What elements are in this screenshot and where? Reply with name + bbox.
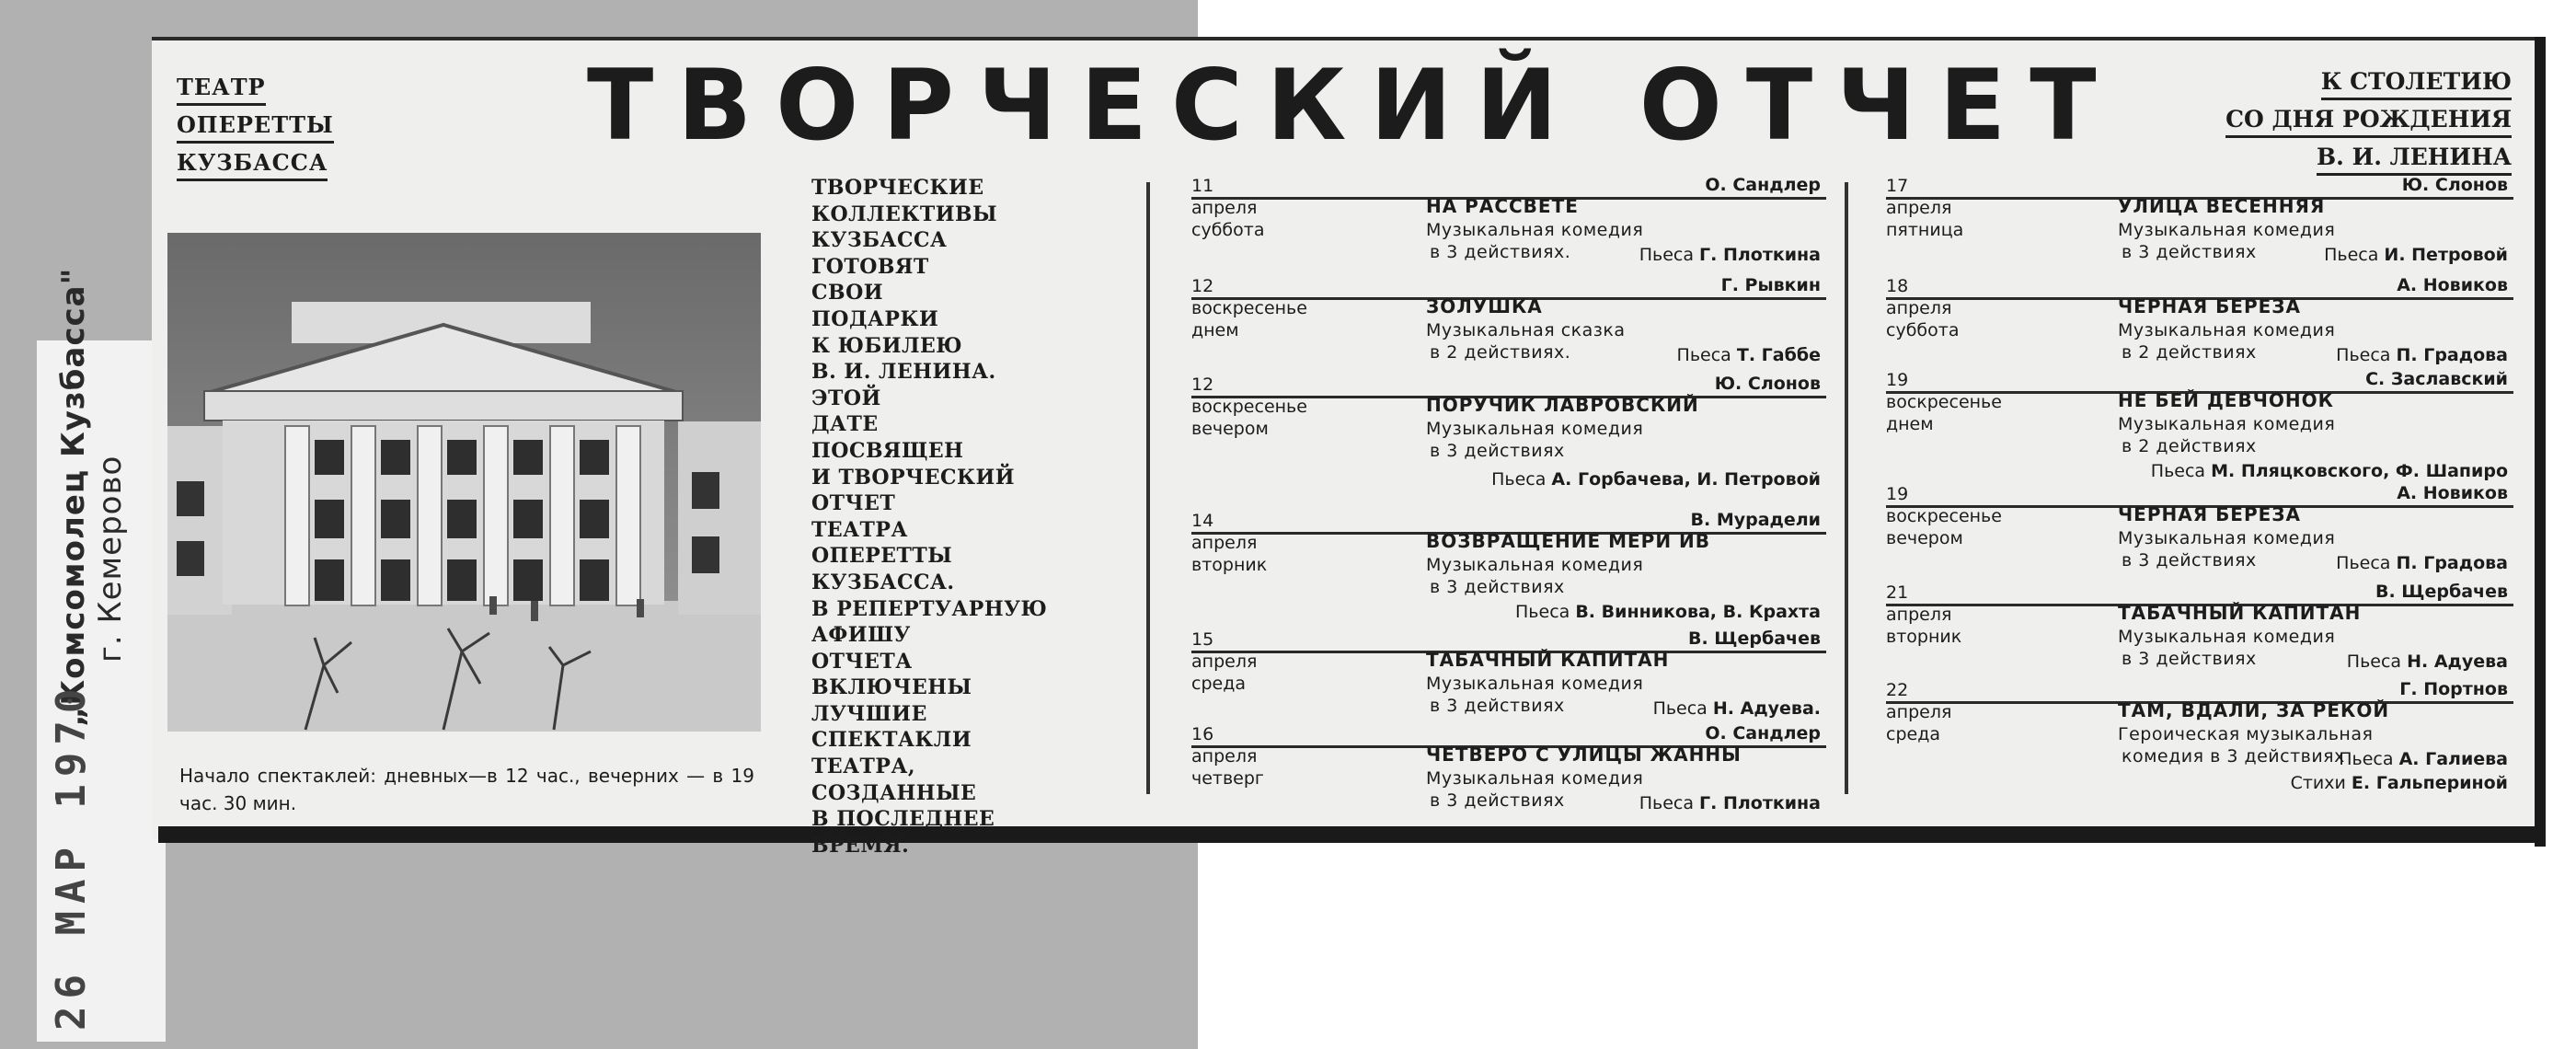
genre-line: Музыкальная комедия: [2118, 414, 2336, 434]
intro-line: ЛУЧШИЕ: [811, 701, 927, 726]
author-name: А. Галиева: [2398, 749, 2508, 769]
date-line: воскресенье: [1886, 506, 2002, 526]
performance-date-lines: [1886, 701, 1951, 745]
genre-line: в 3 действиях: [2122, 242, 2257, 262]
intro-line: СПЕКТАКЛИ: [811, 728, 972, 753]
author-label: Пьеса: [2336, 553, 2391, 573]
date-line: апреля: [1191, 198, 1258, 218]
performance-date-lines: [1886, 297, 1959, 341]
author-name: Е. Гальпериной: [2351, 773, 2508, 793]
masthead-left: [177, 72, 334, 185]
intro-line: ОПЕРЕТТЫ: [811, 544, 953, 569]
playwright: [1515, 602, 1821, 622]
intro-line: АФИШУ: [811, 623, 911, 648]
date-line: апреля: [1191, 533, 1258, 553]
author-label: Пьеса: [1652, 698, 1708, 719]
genre-line: Героическая музыкальная: [2118, 724, 2374, 744]
stamp-date: 26 МАР 1970: [48, 681, 95, 1031]
composer-name: О. Сандлер: [1705, 723, 1821, 744]
performance-entry: [1886, 582, 2513, 683]
intro-line: ПОДАРКИ: [811, 306, 939, 331]
performance-day: 14: [1191, 511, 1214, 531]
lyricist: [2291, 773, 2508, 793]
page-title: ТВОРЧЕСКИЙ ОТЧЕТ: [587, 49, 2121, 162]
composer-name: Г. Портнов: [2399, 679, 2508, 699]
genre-line: комедия в 3 действиях: [2122, 746, 2345, 767]
author-label: Пьеса: [2346, 651, 2402, 672]
performance-entry: [1191, 723, 1826, 824]
playwright: [1677, 345, 1821, 365]
author-name: П. Градова: [2396, 553, 2508, 573]
column-divider: [1146, 182, 1150, 794]
intro-line: ОТЧЕТА: [811, 649, 913, 674]
performance-date-lines: [1886, 505, 2002, 549]
author-name: Н. Адуева.: [1712, 698, 1821, 719]
genre-line: Музыкальная комедия: [2118, 220, 2336, 240]
playwright: [1653, 698, 1821, 719]
performance-entry: [1886, 483, 2513, 584]
intro-text: [811, 175, 1051, 859]
genre-line: в 2 действиях.: [1430, 342, 1571, 363]
performance-date-lines: [1191, 532, 1267, 576]
genre-line: в 2 действиях: [2122, 436, 2257, 456]
author-name: Г. Плоткина: [1699, 793, 1821, 813]
play-title: ТАБАЧНЫЙ КАПИТАН: [2118, 602, 2362, 624]
performance-date-lines: [1886, 604, 1961, 648]
performance-date-lines: [1191, 745, 1264, 790]
intro-line: В РЕПЕРТУАРНУЮ: [811, 596, 1048, 621]
playwright: [2347, 651, 2508, 672]
date-line: среда: [1191, 674, 1246, 694]
masthead-left-line: КУЗБАССА: [177, 147, 328, 181]
performance-day: 21: [1886, 582, 1909, 603]
date-line: суббота: [1886, 320, 1960, 340]
performance-entry: [1886, 369, 2513, 481]
genre-line: Музыкальная комедия: [1426, 220, 1644, 240]
author-name: А. Горбачева, И. Петровой: [1551, 469, 1821, 490]
intro-line: ГОТОВЯТ: [811, 254, 929, 279]
date-line: апреля: [1191, 651, 1258, 672]
performance-date-lines: [1191, 197, 1264, 241]
composer-name: В. Щербачев: [2375, 582, 2508, 602]
stamp-city: г. Кемерово: [92, 455, 129, 663]
date-line: воскресенье: [1191, 397, 1307, 417]
performance-day: 17: [1886, 176, 1909, 196]
performance-day: 18: [1886, 276, 1909, 296]
author-label: Пьеса: [1491, 469, 1547, 490]
author-name: М. Пляцковского, Ф. Шапиро: [2211, 461, 2508, 481]
performance-entry: [1886, 275, 2513, 376]
intro-line: ТЕАТРА,: [811, 755, 916, 779]
play-title: ТАБАЧНЫЙ КАПИТАН: [1426, 649, 1670, 671]
play-title: ЧЕТВЕРО С УЛИЦЫ ЖАННЫ: [1426, 744, 1742, 766]
composer-name: А. Новиков: [2397, 275, 2508, 295]
date-line: апреля: [1886, 298, 1952, 318]
play-title: НА РАССВЕТЕ: [1426, 195, 1579, 217]
play-title: ПОРУЧИК ЛАВРОВСКИЙ: [1426, 394, 1699, 416]
performance-day: 19: [1886, 370, 1909, 390]
composer-name: В. Мурадели: [1690, 510, 1821, 530]
composer-name: Ю. Слонов: [1714, 374, 1821, 394]
playwright: [2336, 345, 2508, 365]
date-line: апреля: [1191, 746, 1258, 767]
performance-date-lines: [1191, 297, 1307, 341]
right-border: [2535, 37, 2546, 847]
performance-entry: [1191, 628, 1826, 730]
composer-name: Ю. Слонов: [2401, 175, 2508, 195]
playwright: [1491, 469, 1821, 490]
genre-line: в 3 действиях: [2122, 550, 2257, 571]
date-line: вечером: [1886, 528, 1963, 548]
intro-line: КУЗБАССА: [811, 228, 948, 253]
playwright: [2324, 245, 2508, 265]
author-name: П. Градова: [2396, 345, 2508, 365]
author-name: Т. Габбе: [1736, 345, 1821, 365]
intro-line: В ПОСЛЕДНЕЕ: [811, 807, 995, 832]
date-line: апреля: [1886, 198, 1952, 218]
genre-line: Музыкальная сказка: [1426, 320, 1626, 340]
intro-line: К ЮБИЛЕЮ: [811, 333, 963, 358]
intro-line: ТЕАТРА: [811, 517, 908, 542]
genre-line: Музыкальная комедия: [1426, 419, 1644, 439]
intro-line: ПОСВЯЩЕН: [811, 438, 964, 463]
performance-day: 19: [1886, 484, 1909, 504]
genre-line: Музыкальная комедия: [2118, 627, 2336, 647]
masthead-left-line: ОПЕРЕТТЫ: [177, 110, 334, 144]
masthead-left-line: ТЕАТР: [177, 72, 266, 106]
performance-day: 16: [1191, 724, 1214, 744]
performance-date-lines: [1886, 391, 2002, 435]
genre-line: в 3 действиях: [1430, 577, 1565, 597]
play-title: НЕ БЕЙ ДЕВЧОНОК: [2118, 389, 2334, 411]
intro-line: СВОИ: [811, 281, 884, 305]
performance-day: 15: [1191, 629, 1214, 650]
author-name: Г. Плоткина: [1699, 245, 1821, 265]
author-name: В. Винникова, В. Крахта: [1575, 602, 1821, 622]
genre-line: Музыкальная комедия: [1426, 674, 1644, 694]
genre-line: Музыкальная комедия: [1426, 768, 1644, 789]
intro-line: КУЗБАССА.: [811, 570, 955, 594]
intro-line: ОТЧЕТ: [811, 491, 896, 516]
playwright: [1639, 245, 1821, 265]
genre-line: в 2 действиях: [2122, 342, 2257, 363]
composer-name: В. Щербачев: [1687, 628, 1821, 649]
performance-day: 12: [1191, 375, 1214, 395]
top-border: [152, 37, 2544, 40]
playwright: [2151, 461, 2508, 481]
author-label: Стихи: [2290, 773, 2346, 793]
intro-line: ЭТОЙ: [811, 386, 881, 410]
author-label: Пьеса: [1515, 602, 1570, 622]
playwright: [2336, 553, 2508, 573]
play-title: ЧЕРНАЯ БЕРЕЗА: [2118, 295, 2301, 317]
date-line: днем: [1886, 414, 1934, 434]
intro-line: ВКЛЮЧЕНЫ: [811, 675, 972, 700]
performance-entry: [1886, 175, 2513, 276]
date-line: апреля: [1886, 605, 1952, 625]
performance-entry: [1886, 679, 2513, 793]
intro-line: И ТВОРЧЕСКИЙ: [811, 465, 1016, 490]
genre-line: Музыкальная комедия: [2118, 320, 2336, 340]
playwright: [2339, 749, 2508, 769]
performance-entry: [1191, 510, 1826, 622]
performance-entry: [1191, 374, 1826, 490]
author-label: Пьеса: [2324, 245, 2379, 265]
intro-line: ВРЕМЯ.: [811, 833, 910, 858]
performance-date-lines: [1191, 651, 1257, 695]
author-label: Пьеса: [1639, 793, 1694, 813]
date-line: воскресенье: [1191, 298, 1307, 318]
genre-line: в 3 действиях.: [1430, 242, 1571, 262]
intro-line: СОЗДАННЫЕ: [811, 780, 977, 805]
author-name: Н. Адуева: [2407, 651, 2508, 672]
composer-name: А. Новиков: [2397, 483, 2508, 503]
date-line: вторник: [1191, 555, 1268, 575]
date-line: вечером: [1191, 419, 1269, 439]
theater-building-photo: [167, 233, 761, 732]
bottom-border: [158, 826, 2543, 843]
play-title: УЛИЦА ВЕСЕННЯЯ: [2118, 195, 2326, 217]
genre-line: в 3 действиях: [1430, 441, 1565, 461]
play-title: ЗОЛУШКА: [1426, 295, 1543, 317]
performance-entry: [1191, 275, 1826, 376]
composer-name: С. Заславский: [2365, 369, 2508, 389]
intro-line: ДАТЕ: [811, 412, 879, 437]
date-line: воскресенье: [1886, 392, 2002, 412]
date-line: пятница: [1886, 220, 1964, 240]
intro-line: ТВОРЧЕСКИЕ: [811, 176, 984, 200]
author-label: Пьеса: [2339, 749, 2394, 769]
performance-day: 22: [1886, 680, 1909, 700]
author-label: Пьеса: [2336, 345, 2391, 365]
genre-line: в 3 действиях: [1430, 696, 1565, 716]
stamp-newspaper-name: „Комсомолец Кузбасса": [55, 267, 92, 727]
theater-building-image: [167, 233, 761, 732]
playwright: [1639, 793, 1821, 813]
play-title: ТАМ, ВДАЛИ, ЗА РЕКОЙ: [2118, 699, 2390, 721]
performance-entry: [1191, 175, 1826, 276]
date-line: днем: [1191, 320, 1239, 340]
date-line: вторник: [1886, 627, 1962, 647]
author-name: И. Петровой: [2384, 245, 2508, 265]
genre-line: Музыкальная комедия: [2118, 528, 2336, 548]
composer-name: О. Сандлер: [1705, 175, 1821, 195]
date-line: среда: [1886, 724, 1940, 744]
author-label: Пьеса: [2150, 461, 2206, 481]
date-line: четверг: [1191, 768, 1264, 789]
performance-day: 12: [1191, 276, 1214, 296]
performance-date-lines: [1886, 197, 1963, 241]
masthead-right-line: В. И. ЛЕНИНА: [2317, 142, 2512, 176]
performance-date-lines: [1191, 396, 1307, 440]
photo-caption: Начало спектаклей: дневных—в 12 час., вечерних — в 19 час. 30 мин.: [179, 765, 754, 814]
genre-line: Музыкальная комедия: [1426, 555, 1644, 575]
masthead-right-line: СО ДНЯ РОЖДЕНИЯ: [2225, 104, 2512, 138]
author-label: Пьеса: [1639, 245, 1694, 265]
composer-name: Г. Рывкин: [1720, 275, 1821, 295]
genre-line: в 3 действиях: [2122, 649, 2257, 669]
performance-day: 11: [1191, 176, 1214, 196]
genre-line: в 3 действиях: [1430, 790, 1565, 811]
masthead-right: [2225, 66, 2512, 179]
masthead-right-line: К СТОЛЕТИЮ: [2321, 66, 2512, 100]
date-line: суббота: [1191, 220, 1265, 240]
date-line: апреля: [1886, 702, 1952, 722]
author-label: Пьеса: [1676, 345, 1731, 365]
intro-line: В. И. ЛЕНИНА.: [811, 360, 996, 385]
play-title: ВОЗВРАЩЕНИЕ МЕРИ ИВ: [1426, 530, 1711, 552]
intro-line: КОЛЛЕКТИВЫ: [811, 202, 998, 226]
play-title: ЧЕРНАЯ БЕРЕЗА: [2118, 503, 2301, 525]
column-divider: [1845, 182, 1848, 794]
